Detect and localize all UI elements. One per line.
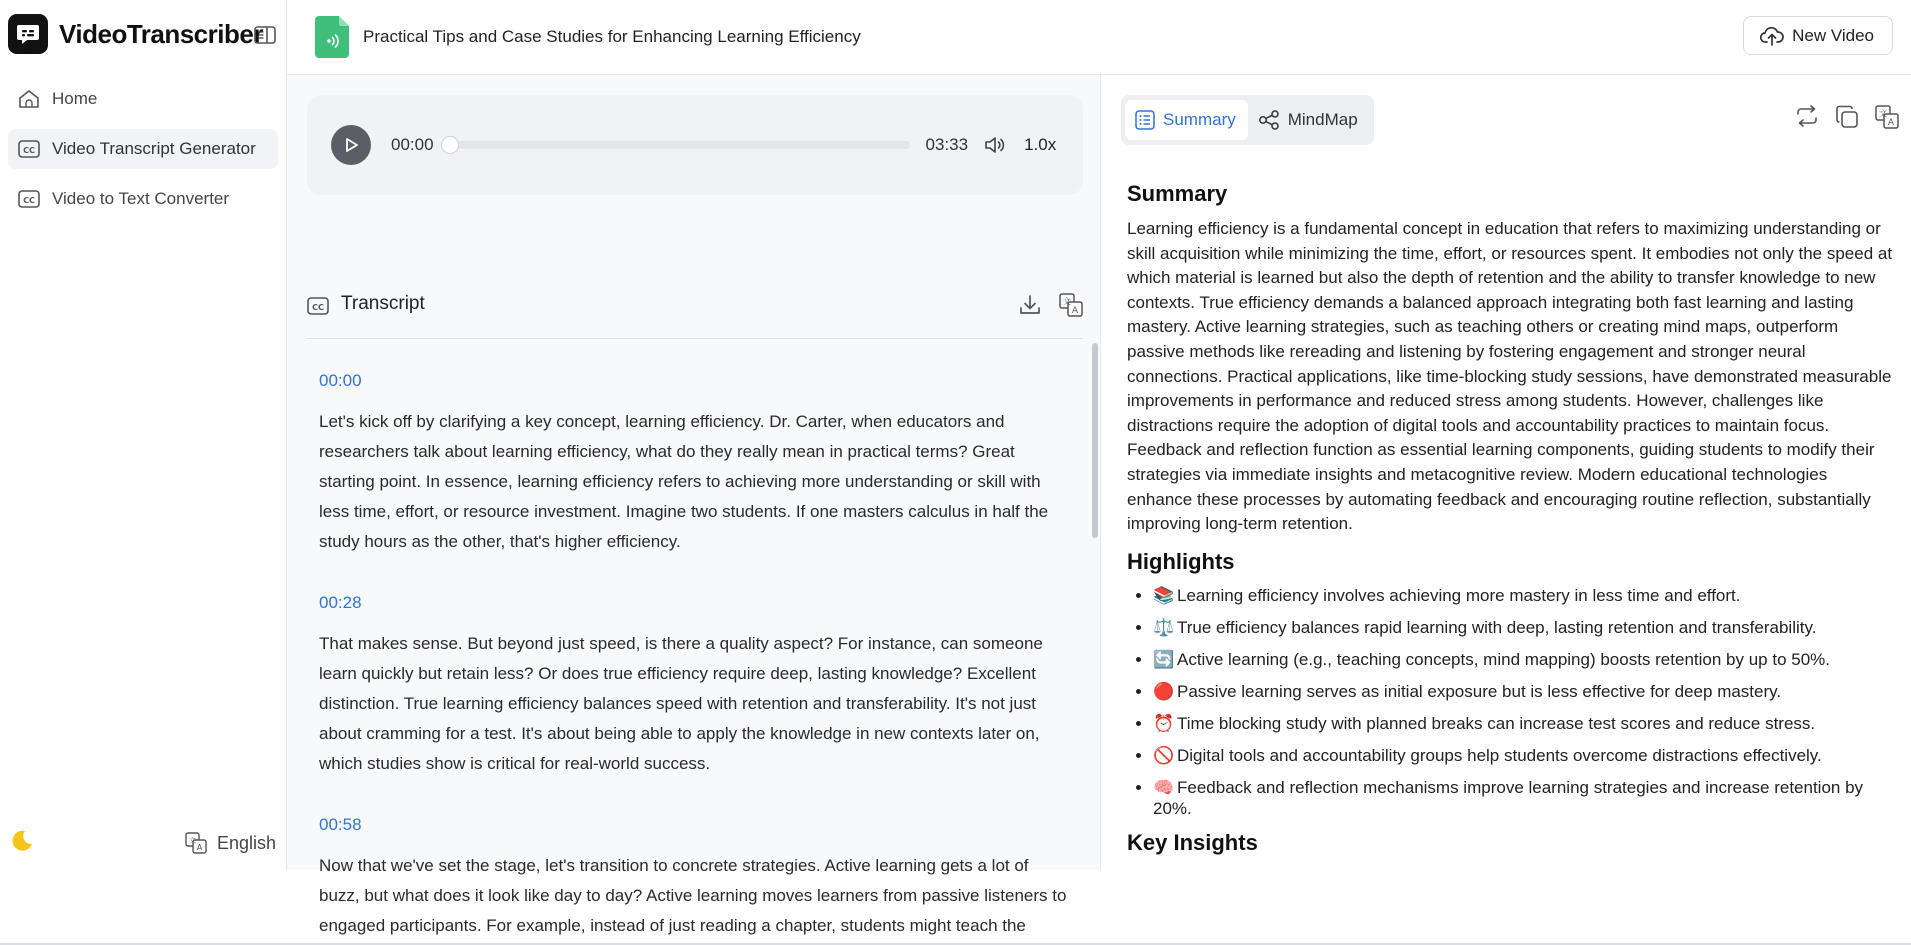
highlight-text: Digital tools and accountability groups help students overcome distractions effectively.	[1177, 745, 1822, 765]
transcript-panel	[287, 75, 1101, 935]
app-name: VideoTranscriber	[59, 18, 263, 49]
page-title: Practical Tips and Case Studies for Enhancing Learning Efficiency	[363, 27, 861, 46]
svg-text:文: 文	[1063, 297, 1071, 306]
highlight-item	[1153, 649, 1893, 670]
tab-label: Summary	[1163, 110, 1236, 129]
cc-icon	[307, 296, 329, 316]
highlight-item	[1153, 681, 1893, 702]
segment-timestamp[interactable]: 00:58	[319, 815, 362, 834]
translate-icon[interactable]	[1059, 293, 1083, 317]
list-icon	[1135, 110, 1155, 130]
new-video-label: New Video	[1792, 25, 1874, 45]
audio-file-icon	[315, 16, 349, 58]
svg-text:A: A	[1887, 118, 1895, 128]
play-button[interactable]	[331, 125, 371, 165]
highlight-item	[1153, 617, 1893, 638]
svg-text:文: 文	[1879, 109, 1887, 118]
segment-timestamp[interactable]: 00:28	[319, 593, 362, 612]
content	[287, 75, 1911, 935]
svg-text:CC: CC	[23, 196, 35, 205]
svg-text:文: 文	[188, 836, 196, 845]
segment-text: That makes sense. But beyond just speed, is there a quality aspect? For instance, can someone learn quickly but retain less? Or does true efficiency require deep, lasting knowledge? Excellent distinction. True learning efficiency balances speed with retention and transferability. It's not just about cramming for a test. It's about being able to apply the knowledge in new contexts later on, which studies show is critical for real-world success.	[319, 634, 1043, 773]
highlight-item	[1153, 585, 1893, 606]
transcript-segment	[307, 799, 1083, 941]
highlight-text: True efficiency balances rapid learning with deep, lasting retention and transferability.	[1177, 617, 1817, 637]
sidebar-item-video-transcript-generator[interactable]	[8, 129, 278, 169]
segment-text: Let's kick off by clarifying a key concept, learning efficiency. Dr. Carter, when educators and researchers talk about learning efficiency, what do they really mean in practical terms? Great starting point. In essence, learning efficiency refers to achieving more understanding or skill with less time, effort, or resource investment. Imagine two students. If one masters calculus in half the study hours as the other, that's higher efficiency.	[319, 412, 1049, 551]
red-circle-icon: 🔴	[1153, 681, 1175, 701]
cycle-icon: 🔄	[1153, 649, 1175, 669]
sidebar-item-label: Home	[52, 89, 98, 108]
progress-track[interactable]	[450, 141, 910, 149]
regenerate-icon[interactable]	[1795, 105, 1819, 129]
highlights-list	[1127, 585, 1893, 819]
brain-icon: 🧠	[1153, 777, 1175, 797]
moon-icon[interactable]	[8, 828, 34, 859]
key-insights-heading: Key Insights	[1127, 829, 1258, 855]
sidebar-item-label: Video to Text Converter	[52, 189, 230, 208]
scales-icon: ⚖️	[1153, 617, 1175, 637]
summary-panel	[1101, 75, 1911, 870]
total-time: 03:33	[925, 135, 969, 154]
sidebar-item-home[interactable]	[8, 79, 278, 119]
summary-text: Learning efficiency is a fundamental concept in education that refers to maximizing understanding or skill acquisition while minimizing the time, effort, or resources spent. It embodies not only the speed at which material is learned but also the depth of retention and the ability to transfer knowledge to new contexts. True efficiency demands a balanced approach integrating both fast learning and lasting mastery. Active learning strategies, such as teaching others or creating mind maps, outperform passive methods like rereading and listening by fostering engagement and stronger neural connections. Practical applications, like time-blocking study sessions, have demonstrated measurable improvements in performance and reduced stress among students. However, challenges like distractions require the adoption of digital tools and accountability practices to maintain focus. Feedback and reflection function as essential learning components, guiding students to modify their strategies via immediate insights and metacognitive review. Modern educational technologies enhance these processes by automating feedback and encouraging routine reflection, substantially improving long-term retention.	[1127, 219, 1893, 534]
segment-timestamp[interactable]: 00:00	[319, 371, 362, 390]
mindmap-icon	[1258, 110, 1280, 130]
translate-icon	[185, 832, 207, 854]
prohibited-icon: 🚫	[1153, 745, 1175, 765]
transcript-title: Transcript	[341, 293, 425, 314]
cloud-upload-icon	[1760, 26, 1784, 46]
svg-text:CC: CC	[312, 303, 324, 312]
highlights-heading: Highlights	[1127, 548, 1235, 574]
sidebar-item-label: Video Transcript Generator	[52, 139, 256, 158]
highlight-item	[1153, 713, 1893, 734]
new-video-button[interactable]	[1743, 16, 1893, 55]
transcript-header	[307, 279, 1083, 339]
highlight-item	[1153, 777, 1893, 819]
transcript-actions	[1019, 293, 1083, 317]
play-icon	[343, 137, 359, 153]
home-icon	[18, 88, 40, 110]
language-label: English	[216, 832, 276, 853]
svg-text:A: A	[196, 843, 203, 852]
volume-icon[interactable]	[984, 135, 1006, 155]
brand[interactable]	[0, 0, 286, 68]
segment-text: Now that we've set the stage, let's transition to concrete strategies. Active learning gets a lot of buzz, but what does it look like day to day? Active learning moves learners from passive listeners to engaged participants. For example, instead of just reading a chapter, students might teach the	[319, 856, 1067, 935]
topbar	[287, 0, 1911, 75]
summary-heading: Summary	[1127, 181, 1228, 206]
svg-text:CC: CC	[23, 146, 35, 155]
tab-mindmap[interactable]	[1248, 100, 1370, 140]
cc-icon	[18, 138, 40, 160]
copy-icon[interactable]	[1835, 105, 1859, 129]
language-selector[interactable]	[185, 832, 276, 854]
highlight-text: Learning efficiency involves achieving more mastery in less time and effort.	[1177, 585, 1741, 605]
highlight-text: Time blocking study with planned breaks can increase test scores and reduce stress.	[1177, 713, 1816, 733]
sidebar-item-video-to-text-converter[interactable]	[8, 179, 278, 219]
summary-actions	[1795, 105, 1899, 129]
transcript-scrollbar[interactable]	[1092, 343, 1098, 538]
app-logo-icon	[8, 14, 48, 54]
sidebar-footer	[8, 828, 276, 858]
highlight-text: Feedback and reflection mechanisms improve learning strategies and increase retention by 20%.	[1153, 777, 1864, 818]
panel-tabs	[1121, 95, 1374, 145]
current-time: 00:00	[391, 135, 434, 154]
transcript-segment	[307, 355, 1083, 557]
playback-speed[interactable]: 1.0x	[1024, 135, 1057, 154]
sidebar	[0, 0, 287, 870]
sidebar-collapse-icon[interactable]	[254, 25, 276, 45]
books-icon: 📚	[1153, 585, 1175, 605]
highlight-text: Active learning (e.g., teaching concepts, mind mapping) boosts retention by up to 50%.	[1177, 649, 1830, 669]
download-icon[interactable]	[1019, 294, 1041, 316]
audio-player	[307, 95, 1083, 195]
tab-label: MindMap	[1287, 110, 1358, 129]
cc-icon	[18, 188, 40, 210]
transcript-segment	[307, 577, 1083, 779]
translate-icon[interactable]	[1875, 105, 1899, 129]
sidebar-nav	[0, 79, 286, 219]
summary-content	[1127, 181, 1893, 866]
tab-summary[interactable]	[1125, 100, 1248, 140]
highlight-text: Passive learning serves as initial exposure but is less effective for deep mastery.	[1177, 681, 1782, 701]
transcript-segments	[307, 355, 1083, 945]
alarm-clock-icon: ⏰	[1153, 713, 1175, 733]
svg-text:A: A	[1071, 306, 1079, 316]
progress-thumb[interactable]	[441, 136, 459, 154]
main	[287, 0, 1911, 935]
highlight-item	[1153, 745, 1893, 766]
